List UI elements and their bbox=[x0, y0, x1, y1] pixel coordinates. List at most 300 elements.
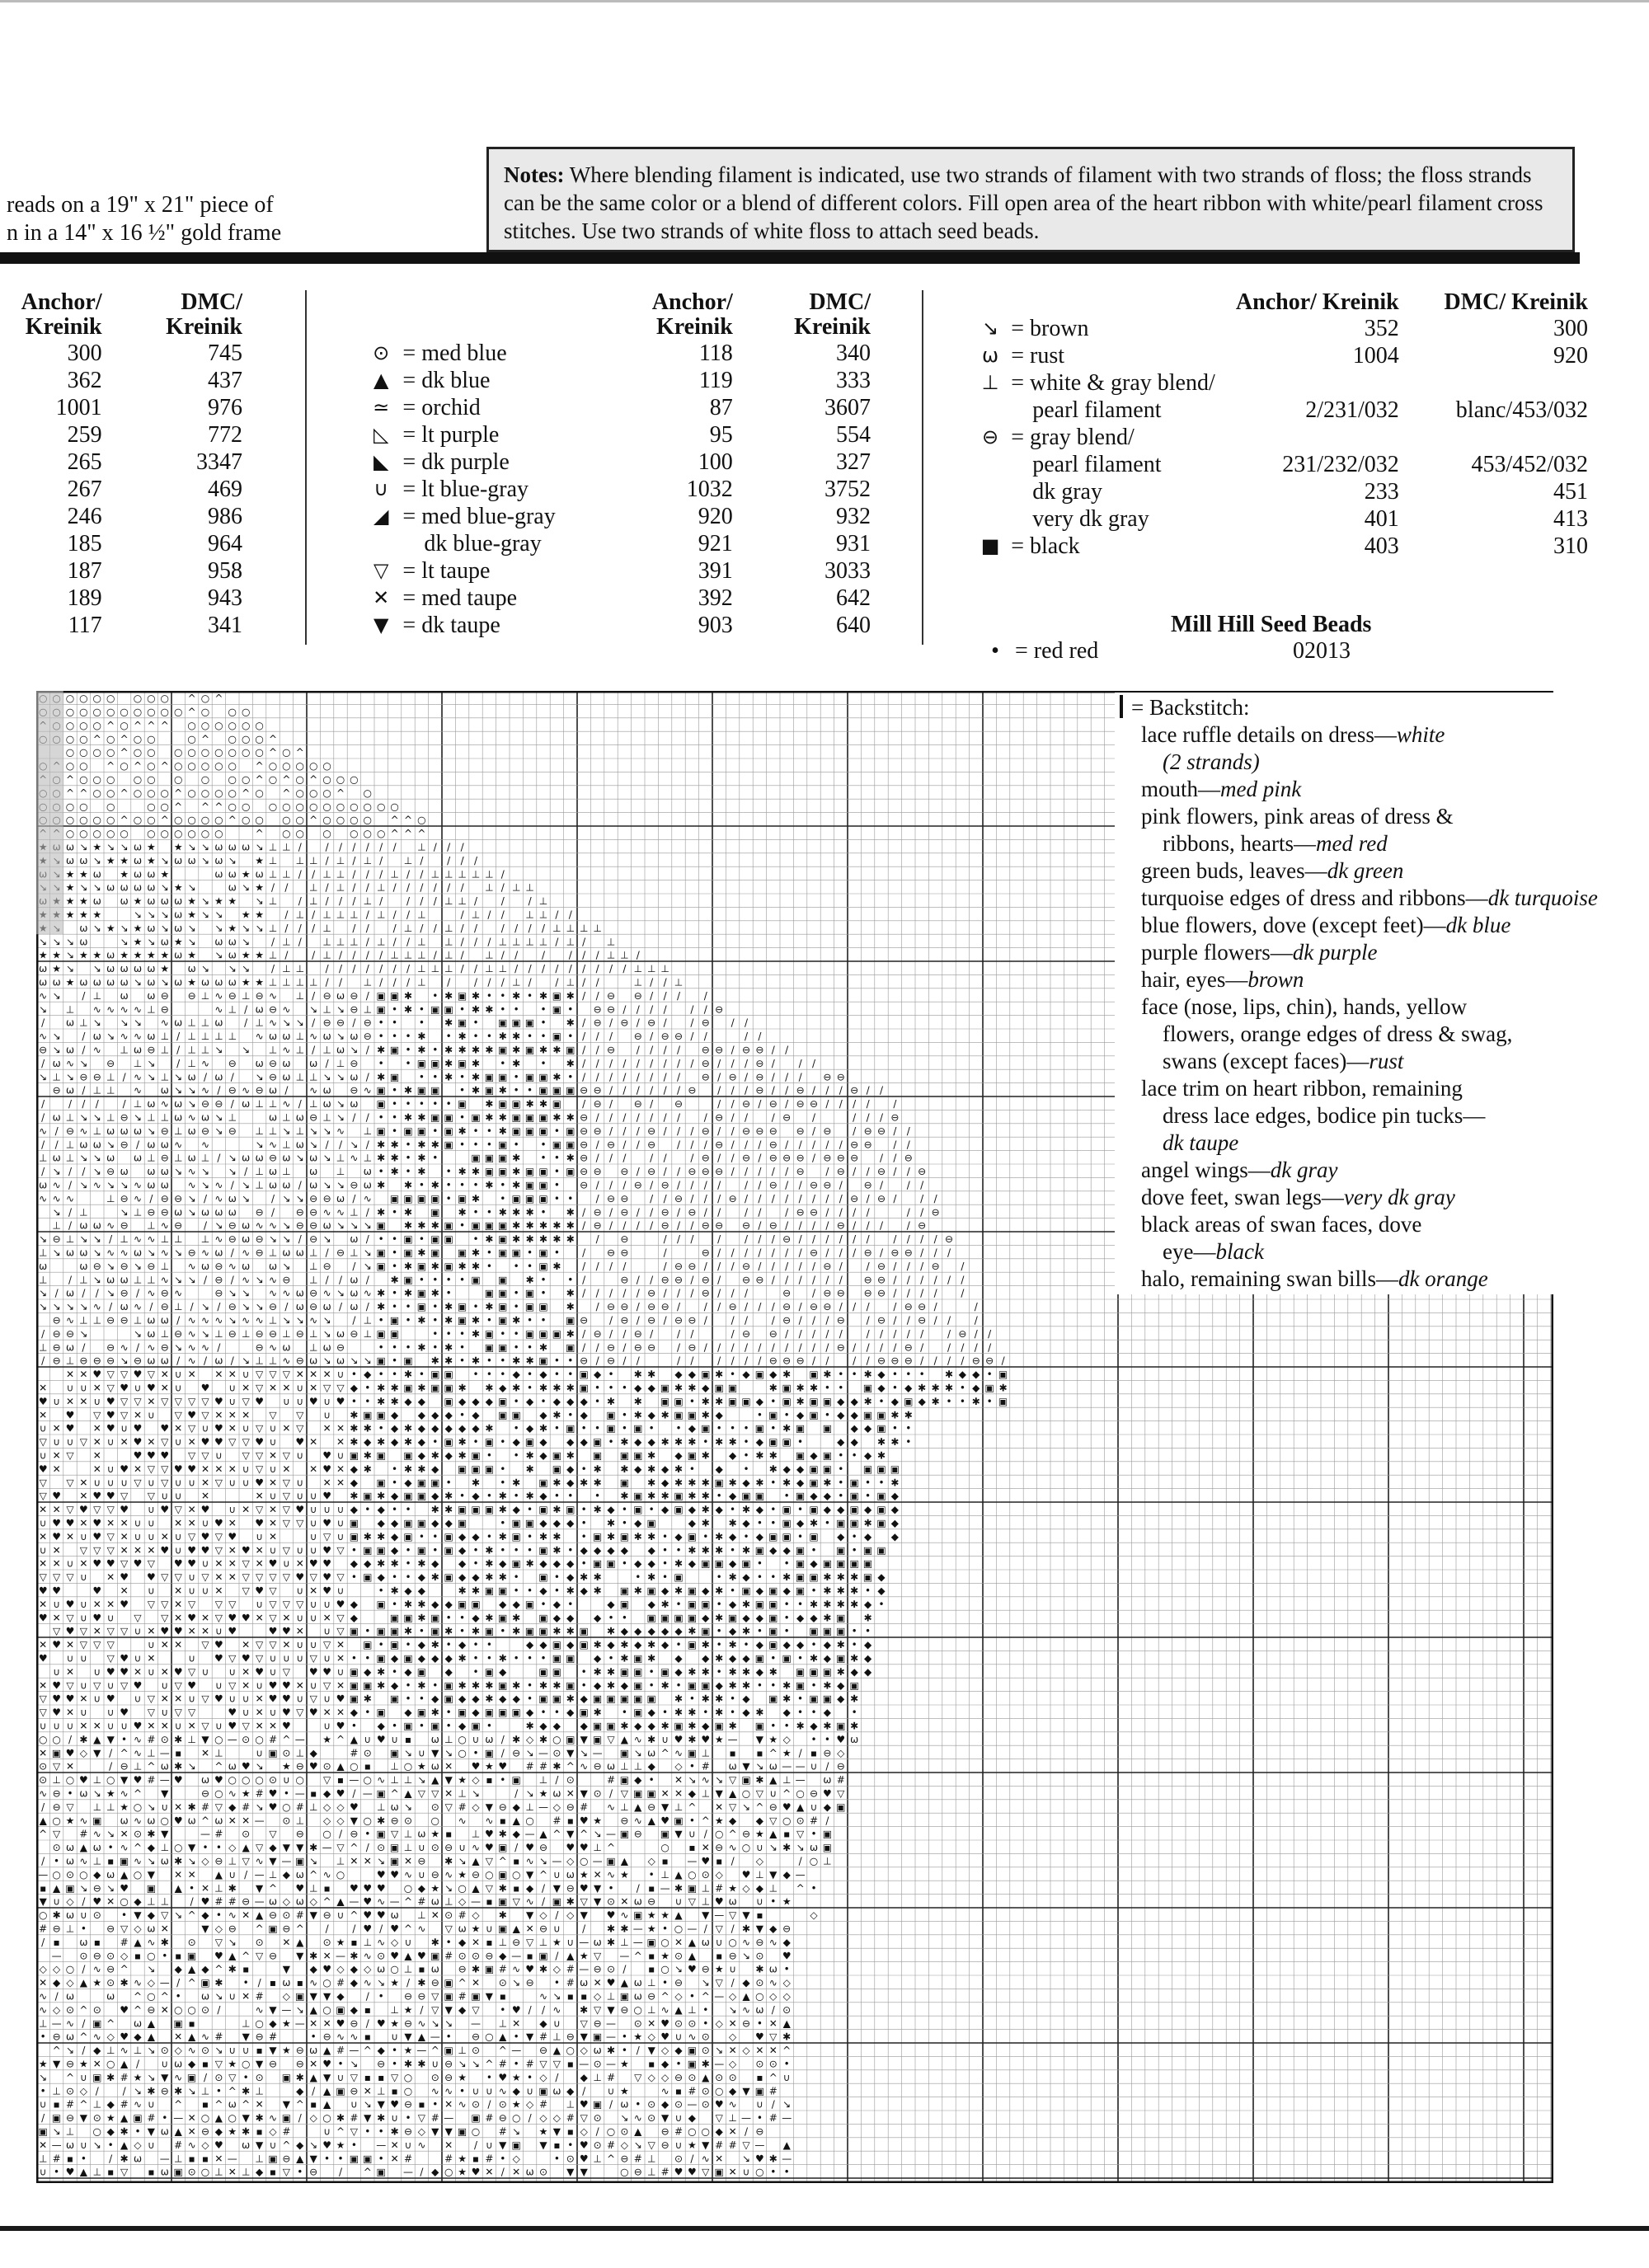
stitch-symbol: ω bbox=[228, 1193, 237, 1204]
stitch-symbol: ∿ bbox=[134, 1856, 142, 1867]
stitch-symbol: / bbox=[745, 1288, 749, 1299]
stitch-symbol: ▲ bbox=[674, 2004, 683, 2016]
stitch-symbol: ▲ bbox=[688, 1937, 697, 1948]
stitch-symbol: ✕ bbox=[350, 1856, 358, 1867]
stitch-symbol: ⊥ bbox=[404, 1842, 412, 1853]
stitch-symbol: • bbox=[446, 1288, 452, 1299]
stitch-symbol: ▪ bbox=[134, 1950, 141, 1961]
stitch-symbol: ○ bbox=[377, 828, 385, 839]
stitch-symbol: • bbox=[459, 1085, 465, 1096]
stitch-symbol: • bbox=[351, 1571, 357, 1583]
stitch-symbol: • bbox=[432, 1436, 438, 1448]
stitch-symbol: ◆ bbox=[796, 1518, 805, 1529]
stitch-symbol: ★ bbox=[120, 950, 129, 961]
stitch-symbol: ✱ bbox=[729, 1639, 737, 1651]
stitch-symbol: ⊥ bbox=[539, 1937, 547, 1948]
stitch-symbol: ○ bbox=[417, 815, 425, 826]
stitch-symbol: ♥ bbox=[228, 1531, 237, 1543]
stitch-symbol: ♥ bbox=[472, 1761, 481, 1773]
stitch-symbol: ↘ bbox=[201, 895, 209, 907]
stitch-symbol: ↘ bbox=[296, 1153, 304, 1164]
stitch-symbol: ⊥ bbox=[444, 963, 453, 974]
stitch-symbol: ◇ bbox=[472, 1909, 480, 1921]
stitch-symbol: ✱ bbox=[472, 1328, 480, 1340]
stitch-symbol: ✱ bbox=[742, 1666, 750, 1678]
stitch-symbol: • bbox=[459, 1180, 465, 1191]
stitch-symbol: ✱ bbox=[823, 1679, 831, 1691]
stitch-symbol: ✕ bbox=[242, 1409, 250, 1420]
stitch-symbol: ⊥ bbox=[66, 1153, 74, 1164]
stitch-symbol: ▣ bbox=[755, 1544, 764, 1556]
stitch-symbol: ∿ bbox=[39, 2004, 47, 2016]
stitch-symbol: ω bbox=[201, 1112, 209, 1124]
stitch-symbol: / bbox=[366, 950, 370, 961]
stitch-symbol: ▽ bbox=[66, 1801, 74, 1813]
stitch-symbol: ∪ bbox=[256, 1747, 263, 1759]
stitch-symbol: ◆ bbox=[729, 1531, 737, 1543]
stitch-symbol: ♥ bbox=[580, 1882, 589, 1894]
stitch-symbol: / bbox=[596, 950, 600, 961]
stitch-symbol: ω bbox=[147, 963, 155, 974]
stitch-symbol: ↘ bbox=[188, 1085, 196, 1096]
stitch-symbol: ◇ bbox=[742, 1882, 750, 1894]
stitch-symbol: ⊖ bbox=[715, 1139, 723, 1150]
stitch-symbol: • bbox=[392, 1369, 397, 1380]
stitch-symbol: ↘ bbox=[134, 1328, 142, 1340]
stitch-symbol: ▣ bbox=[390, 1315, 399, 1327]
stitch-symbol: ○ bbox=[228, 707, 237, 718]
stitch-symbol: • bbox=[378, 1639, 384, 1651]
stitch-symbol: ✱ bbox=[890, 1477, 899, 1488]
stitch-symbol: • bbox=[405, 1139, 411, 1150]
stitch-symbol: ✱ bbox=[458, 1653, 467, 1665]
stitch-symbol: ◆ bbox=[404, 1666, 412, 1678]
stitch-symbol: ✱ bbox=[823, 1477, 831, 1488]
stitch-symbol: • bbox=[284, 1788, 289, 1800]
stitch-symbol: ▣ bbox=[768, 1626, 778, 1637]
stitch-symbol: ◆ bbox=[648, 1436, 656, 1448]
stitch-symbol: ✕ bbox=[39, 1383, 47, 1394]
stitch-symbol: ▲ bbox=[729, 1788, 737, 1800]
stitch-symbol: ⊖ bbox=[620, 1017, 628, 1029]
stitch-symbol: ↘ bbox=[228, 963, 237, 974]
stitch-symbol: ▽ bbox=[336, 1612, 345, 1623]
stitch-symbol: / bbox=[717, 1301, 721, 1312]
stitch-symbol: ✱ bbox=[715, 1396, 723, 1407]
stitch-symbol: ⊥ bbox=[322, 923, 331, 934]
stitch-symbol: ω bbox=[296, 1896, 304, 1908]
stitch-symbol: ★ bbox=[66, 977, 75, 988]
stitch-symbol: ✕ bbox=[228, 1369, 237, 1380]
stitch-symbol: / bbox=[82, 1166, 86, 1177]
stitch-symbol: / bbox=[947, 1274, 951, 1285]
stitch-symbol: ✱ bbox=[755, 1450, 763, 1462]
stitch-symbol: ⊙ bbox=[39, 1774, 47, 1786]
stitch-symbol: ⊖ bbox=[715, 1220, 723, 1232]
stitch-symbol: ▼ bbox=[283, 1842, 291, 1853]
stitch-symbol: ✱ bbox=[647, 1463, 655, 1475]
stitch-symbol: ✱ bbox=[485, 1679, 493, 1691]
stitch-symbol: ⊖ bbox=[769, 1220, 778, 1232]
stitch-symbol: ◆ bbox=[513, 1599, 521, 1610]
stitch-symbol: / bbox=[839, 1247, 843, 1259]
key-row bbox=[363, 476, 874, 503]
stitch-symbol: ^ bbox=[147, 720, 155, 731]
stitch-symbol: ✱ bbox=[526, 1463, 534, 1475]
stitch-symbol: ▣ bbox=[566, 1653, 575, 1665]
stitch-symbol: / bbox=[622, 1125, 627, 1137]
stitch-symbol: ○ bbox=[187, 760, 195, 772]
stitch-symbol: ^ bbox=[201, 733, 209, 744]
stitch-symbol: ▣ bbox=[688, 1531, 697, 1543]
stitch-symbol: ◆ bbox=[431, 1491, 439, 1502]
stitch-symbol: ○ bbox=[228, 747, 237, 758]
stitch-symbol: ω bbox=[161, 1761, 169, 1773]
stitch-symbol: ○ bbox=[364, 828, 372, 839]
stitch-symbol: / bbox=[799, 1058, 803, 1069]
stitch-symbol: ◇ bbox=[120, 1950, 129, 1961]
stitch-symbol: — bbox=[255, 1896, 265, 1908]
stitch-symbol: ▽ bbox=[256, 1369, 264, 1380]
stitch-symbol: ✱ bbox=[499, 1909, 507, 1921]
stitch-symbol: ▣ bbox=[512, 1193, 521, 1204]
stitch-symbol: ↘ bbox=[364, 1355, 372, 1367]
stitch-symbol: ○ bbox=[296, 787, 304, 799]
stitch-symbol: ♥ bbox=[106, 1666, 115, 1678]
stitch-symbol: — bbox=[363, 1788, 373, 1800]
stitch-symbol: ▣ bbox=[823, 1450, 832, 1462]
stitch-symbol: / bbox=[731, 1085, 735, 1096]
stitch-symbol: ♥ bbox=[295, 1504, 304, 1515]
stitch-symbol: ^ bbox=[282, 787, 290, 799]
stitch-symbol: ✕ bbox=[242, 1815, 250, 1826]
stitch-symbol: ○ bbox=[336, 815, 345, 826]
stitch-symbol: / bbox=[609, 1031, 613, 1042]
stitch-symbol: / bbox=[907, 1206, 911, 1218]
stitch-symbol: / bbox=[487, 936, 491, 947]
stitch-symbol: / bbox=[745, 1315, 749, 1327]
stitch-symbol: • bbox=[662, 1558, 668, 1570]
stitch-symbol: • bbox=[824, 1734, 830, 1745]
stitch-symbol: ✱ bbox=[539, 990, 547, 1002]
stitch-symbol: ○ bbox=[106, 815, 115, 826]
stitch-symbol: ↘ bbox=[201, 855, 209, 866]
stitch-symbol: ▽ bbox=[161, 1909, 169, 1921]
stitch-symbol: ⊥ bbox=[309, 1801, 317, 1813]
stitch-symbol: ↘ bbox=[93, 882, 101, 894]
stitch-symbol: ▲ bbox=[134, 1937, 142, 1948]
stitch-symbol: ★ bbox=[782, 1747, 792, 1759]
stitch-symbol: ▣ bbox=[715, 1721, 724, 1732]
stitch-symbol: ⊖ bbox=[742, 1220, 750, 1232]
stitch-symbol: • bbox=[702, 1707, 708, 1718]
stitch-symbol: ∿ bbox=[188, 1315, 196, 1327]
stitch-symbol: ▣ bbox=[538, 1166, 547, 1177]
stitch-symbol: — bbox=[538, 1801, 548, 1813]
stitch-symbol: ▼ bbox=[201, 1923, 209, 1935]
stitch-symbol: ○ bbox=[79, 707, 87, 718]
stitch-symbol: / bbox=[596, 1288, 600, 1299]
dmc-number: 772 bbox=[106, 421, 246, 448]
stitch-symbol: • bbox=[743, 1436, 749, 1448]
stitch-symbol: ◇ bbox=[783, 1991, 792, 2003]
stitch-symbol: • bbox=[432, 1531, 438, 1543]
stitch-symbol: ✱ bbox=[444, 1301, 453, 1312]
stitch-symbol: • bbox=[392, 1206, 397, 1218]
stitch-symbol: ○ bbox=[187, 2004, 195, 2016]
stitch-symbol-icon: ∪ bbox=[363, 476, 399, 503]
stitch-symbol: ◆ bbox=[175, 1964, 183, 1975]
stitch-symbol: / bbox=[434, 923, 438, 934]
stitch-symbol: ⊖ bbox=[877, 1315, 886, 1327]
stitch-symbol: ↘ bbox=[106, 1139, 115, 1150]
stitch-symbol: ∿ bbox=[134, 1977, 142, 1989]
stitch-symbol: ^ bbox=[188, 1977, 196, 1989]
stitch-symbol: / bbox=[393, 963, 397, 974]
dmc-number: 451 bbox=[1402, 478, 1591, 505]
stitch-symbol: ⊖ bbox=[431, 1977, 439, 1989]
stitch-symbol: ⊖ bbox=[877, 1193, 886, 1204]
stitch-symbol: / bbox=[664, 990, 668, 1002]
stitch-symbol: ▽ bbox=[256, 1639, 264, 1651]
stitch-symbol: ∿ bbox=[269, 1139, 277, 1150]
color-name: = gray blend/ bbox=[1008, 424, 1229, 451]
stitch-symbol: ★ bbox=[715, 1734, 724, 1745]
stitch-symbol: ▣ bbox=[823, 1829, 832, 1840]
stitch-symbol: ⊖ bbox=[161, 1003, 169, 1015]
stitch-symbol: ◇ bbox=[134, 1923, 142, 1935]
stitch-symbol: ✱ bbox=[391, 1585, 399, 1597]
stitch-symbol: / bbox=[853, 1301, 857, 1312]
stitch-symbol: ⊖ bbox=[53, 2031, 61, 2043]
stitch-symbol: ▣ bbox=[417, 1125, 426, 1137]
stitch-symbol: ▽ bbox=[283, 1491, 291, 1502]
stitch-symbol: # bbox=[552, 1815, 561, 1826]
stitch-symbol: ✱ bbox=[566, 1301, 575, 1312]
stitch-symbol: ◆ bbox=[418, 1882, 426, 1894]
stitch-symbol: / bbox=[514, 923, 519, 934]
stitch-symbol: ⊥ bbox=[39, 1274, 47, 1285]
stitch-symbol: • bbox=[500, 2004, 505, 2016]
stitch-symbol: ▪ bbox=[418, 1964, 425, 1975]
stitch-symbol: • bbox=[405, 1098, 411, 1110]
stitch-symbol: ✱ bbox=[377, 1139, 385, 1150]
stitch-symbol: ⊥ bbox=[431, 963, 439, 974]
stitch-symbol: / bbox=[609, 1180, 613, 1191]
stitch-symbol: ▽ bbox=[201, 1571, 209, 1583]
stitch-symbol: ▽ bbox=[80, 1436, 88, 1448]
stitch-symbol: • bbox=[392, 1233, 397, 1245]
stitch-symbol: ∿ bbox=[377, 1937, 385, 1948]
stitch-symbol: ✕ bbox=[66, 1369, 74, 1380]
stitch-symbol: / bbox=[664, 1153, 668, 1164]
stitch-symbol: ^ bbox=[782, 1788, 791, 1800]
stitch-symbol: ✱ bbox=[377, 1206, 385, 1218]
stitch-symbol: / bbox=[867, 1341, 871, 1353]
color-name: = lt purple bbox=[399, 421, 615, 448]
stitch-symbol: • bbox=[432, 1098, 438, 1110]
stitch-symbol: / bbox=[637, 1071, 641, 1082]
stitch-symbol: ○ bbox=[458, 1747, 466, 1759]
stitch-symbol: ∿ bbox=[269, 1220, 277, 1232]
stitch-symbol: ⊖ bbox=[837, 1220, 845, 1232]
stitch-symbol: / bbox=[772, 1112, 776, 1124]
stitch-symbol: ◆ bbox=[553, 1599, 561, 1610]
stitch-symbol: • bbox=[865, 1477, 871, 1488]
stitch-symbol: ○ bbox=[106, 693, 115, 704]
stitch-symbol: ○ bbox=[364, 801, 372, 812]
stitch-symbol: ▼ bbox=[269, 1856, 277, 1867]
stitch-symbol: ✱ bbox=[607, 1679, 615, 1691]
dmc-number: 958 bbox=[106, 557, 246, 585]
key-row bbox=[973, 478, 1591, 505]
stitch-symbol: ○ bbox=[269, 774, 277, 786]
stitch-symbol: / bbox=[596, 1153, 600, 1164]
stitch-symbol: ω bbox=[174, 977, 182, 988]
stitch-symbol: ↘ bbox=[66, 936, 74, 947]
stitch-symbol: — bbox=[322, 1842, 332, 1853]
stitch-symbol: ∪ bbox=[228, 1666, 236, 1678]
stitch-symbol: / bbox=[176, 1315, 181, 1327]
stitch-symbol: ↘ bbox=[539, 1856, 547, 1867]
stitch-symbol: • bbox=[405, 1504, 411, 1515]
stitch-symbol: ▣ bbox=[863, 1409, 872, 1420]
stitch-symbol: ✱ bbox=[485, 1003, 493, 1015]
stitch-symbol: / bbox=[961, 1261, 965, 1272]
stitch-symbol: ○ bbox=[134, 733, 142, 744]
stitch-symbol: / bbox=[366, 842, 370, 853]
stitch-symbol: ▣ bbox=[485, 1153, 494, 1164]
stitch-symbol: ▣ bbox=[417, 1491, 426, 1502]
stitch-symbol: ✕ bbox=[93, 1383, 101, 1394]
stitch-symbol: — bbox=[687, 1923, 697, 1935]
stitch-symbol: ♥ bbox=[174, 1463, 183, 1475]
stitch-symbol: • bbox=[500, 990, 505, 1002]
stitch-symbol: ▼ bbox=[93, 1747, 101, 1759]
stitch-symbol: ⊥ bbox=[660, 1869, 669, 1881]
stitch-symbol: — bbox=[160, 1977, 170, 1989]
stitch-symbol: ★ bbox=[580, 1950, 589, 1961]
stitch-symbol: ⊥ bbox=[269, 842, 277, 853]
color-name: = white & gray blend/ bbox=[1008, 369, 1229, 397]
stitch-symbol: ★ bbox=[174, 882, 183, 894]
stitch-symbol: ▪ bbox=[688, 1842, 695, 1853]
stitch-symbol: ▣ bbox=[485, 1504, 494, 1515]
stitch-symbol: — bbox=[782, 1761, 792, 1773]
stitch-symbol: / bbox=[326, 1923, 330, 1935]
stitch-symbol: ★ bbox=[134, 923, 143, 934]
stitch-symbol: # bbox=[702, 1761, 710, 1773]
stitch-symbol: ⊥ bbox=[269, 895, 277, 907]
stitch-symbol: ◆ bbox=[472, 1491, 480, 1502]
stitch-symbol: / bbox=[312, 923, 316, 934]
stitch-symbol: ♥ bbox=[187, 1544, 196, 1556]
stitch-symbol: ∪ bbox=[296, 1585, 303, 1597]
stitch-symbol: ⊥ bbox=[364, 895, 372, 907]
stitch-symbol: / bbox=[420, 868, 424, 880]
stitch-symbol: / bbox=[664, 1261, 668, 1272]
stitch-symbol: / bbox=[393, 909, 397, 921]
stitch-symbol: ⊖ bbox=[269, 1328, 277, 1340]
stitch-symbol: / bbox=[596, 1355, 600, 1367]
stitch-symbol: ⊖ bbox=[93, 1950, 101, 1961]
stitch-symbol: ✱ bbox=[404, 1369, 412, 1380]
stitch-symbol: ◇ bbox=[66, 1896, 74, 1908]
stitch-symbol: ⊥ bbox=[106, 1071, 115, 1082]
stitch-symbol: / bbox=[745, 1180, 749, 1191]
stitch-symbol: ✕ bbox=[296, 1369, 304, 1380]
stitch-symbol: ◆ bbox=[783, 1463, 792, 1475]
stitch-symbol: ▣ bbox=[593, 1531, 602, 1543]
stitch-symbol: ◇ bbox=[107, 2031, 115, 2043]
stitch-symbol: ▣ bbox=[809, 1477, 818, 1488]
stitch-symbol: • bbox=[459, 1139, 465, 1150]
stitch-symbol: / bbox=[231, 1247, 235, 1259]
stitch-symbol: ⊥ bbox=[702, 1788, 710, 1800]
stitch-symbol: ○ bbox=[79, 815, 87, 826]
stitch-symbol: ○ bbox=[350, 801, 358, 812]
stitch-symbol: / bbox=[867, 1220, 871, 1232]
stitch-symbol: / bbox=[68, 1734, 73, 1745]
stitch-symbol: ✱ bbox=[688, 1491, 696, 1502]
stitch-symbol: ▪ bbox=[445, 1829, 452, 1840]
stitch-symbol: ⊥ bbox=[322, 950, 331, 961]
stitch-symbol: ω bbox=[120, 1274, 129, 1285]
stitch-symbol: ∪ bbox=[391, 1734, 398, 1745]
stitch-symbol: ◆ bbox=[648, 1761, 656, 1773]
stitch-symbol: • bbox=[527, 1247, 533, 1259]
stitch-symbol: ▣ bbox=[377, 1544, 386, 1556]
stitch-symbol: / bbox=[758, 1098, 762, 1110]
stitch-symbol: ★ bbox=[255, 882, 264, 894]
stitch-symbol: ↘ bbox=[674, 1964, 683, 1975]
stitch-symbol: ♥ bbox=[160, 1504, 169, 1515]
stitch-symbol: ∿ bbox=[607, 1801, 615, 1813]
stitch-symbol: ∪ bbox=[148, 1531, 155, 1543]
stitch-symbol: ♥ bbox=[322, 1544, 331, 1556]
stitch-symbol: • bbox=[176, 1991, 181, 2003]
stitch-symbol: ⊥ bbox=[106, 1085, 115, 1096]
stitch-symbol: ✱ bbox=[364, 1531, 372, 1543]
stitch-symbol: • bbox=[716, 1626, 722, 1637]
stitch-symbol: / bbox=[461, 842, 465, 853]
stitch-symbol: / bbox=[96, 1098, 100, 1110]
stitch-symbol: ▽ bbox=[431, 1991, 439, 2003]
stitch-symbol: ω bbox=[580, 1977, 588, 1989]
stitch-symbol: ✱ bbox=[796, 1721, 805, 1732]
stitch-symbol: ⊖ bbox=[228, 1923, 237, 1935]
stitch-symbol: ✱ bbox=[417, 1153, 425, 1164]
stitch-symbol: ★ bbox=[120, 1801, 129, 1813]
stitch-symbol: ↘ bbox=[188, 923, 196, 934]
stitch-symbol: • bbox=[743, 1423, 749, 1435]
stitch-symbol: ▣ bbox=[538, 1477, 547, 1488]
stitch-symbol: / bbox=[609, 1071, 613, 1082]
stitch-symbol: ▣ bbox=[633, 1491, 642, 1502]
stitch-symbol: ◆ bbox=[418, 1585, 426, 1597]
stitch-symbol: ⊙ bbox=[607, 1964, 615, 1975]
stitch-symbol: ▽ bbox=[445, 1923, 453, 1935]
stitch-symbol: ○ bbox=[282, 747, 290, 758]
stitch-symbol: ⊖ bbox=[796, 1355, 805, 1367]
stitch-symbol: ⊥ bbox=[620, 1801, 628, 1813]
stitch-symbol: ✕ bbox=[53, 1504, 61, 1515]
stitch-symbol: ⊥ bbox=[336, 1166, 345, 1177]
stitch-symbol: ▽ bbox=[107, 1626, 115, 1637]
stitch-symbol: ◇ bbox=[783, 1977, 792, 1989]
stitch-symbol: ✱ bbox=[458, 1383, 467, 1394]
stitch-symbol: ↘ bbox=[39, 1233, 47, 1245]
